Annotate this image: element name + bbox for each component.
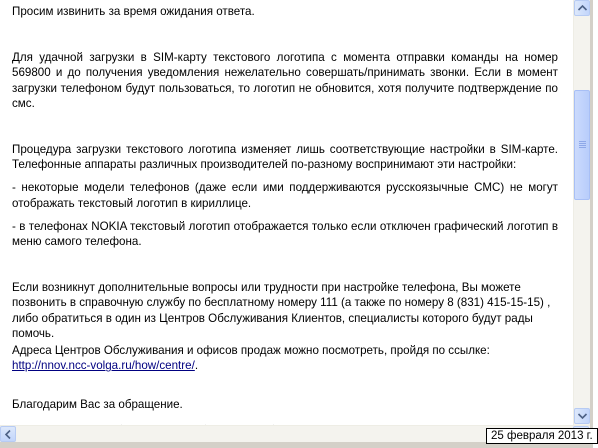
arrow-left-icon (5, 430, 11, 439)
paragraph-logo-loading: Для удачной загрузки в SIM-карту текстового логотипа с момента отправки команды на номер 569800 и до получения уведомления нежелательно совершать/принимать звонки. Если в момент загрузки телефоном будут пользоваться, то логотип не обновится, хотя получите подтверждение по смс. (12, 51, 558, 110)
centres-end: . (194, 359, 199, 373)
centres-text: Адреса Центров Обслуживания и офисов продаж можно посмотреть, пройдя по ссылке: (12, 344, 490, 358)
paragraph-procedure: Процедура загрузки текстового логотипа изменяет лишь соответствующие настройки в SIM-карте. Телефонные аппараты различных производителей по-разному воспринимают эти настройки: (12, 143, 558, 172)
date-stamp: 25 февраля 2013 г. (486, 428, 598, 444)
thumb-grip-line (579, 147, 586, 148)
scroll-thumb[interactable] (574, 90, 590, 200)
thumb-grip-line (579, 141, 586, 142)
arrow-up-icon (578, 5, 587, 11)
scroll-left-button[interactable] (0, 426, 16, 442)
arrow-down-icon (578, 413, 587, 419)
thumb-grip-line (579, 143, 586, 144)
paragraph-phone-models: - некоторые модели телефонов (даже если ими поддерживаются русскоязычные СМС) не могут отображать текстовый логотип в кириллице. (12, 181, 558, 210)
paragraph-centres (12, 343, 558, 373)
thumb-grip-line (579, 145, 586, 146)
paragraph-support-contacts: Если возникнут дополнительные вопросы или трудности при настройке телефона, Вы можете позвонить в справочную службу по бесплатному номеру 111 (а также по номеру 8 (831) 415-15-15) , либо обратиться в один из Центров Обслуживания Клиентов, специалисты которого будут рады помочь. (12, 281, 551, 340)
vertical-scrollbar[interactable] (573, 0, 590, 425)
centres-link[interactable]: http://nnov.ncc-volga.ru/how/centre/ (12, 359, 195, 373)
scroll-up-button[interactable] (574, 0, 590, 16)
paragraph-thanks: Благодарим Вас за обращение. (12, 398, 183, 412)
scroll-down-button[interactable] (574, 408, 590, 424)
paragraph-nokia: - в телефонах NOKIA текстовый логотип отображается только если отключен графический логотип в меню самого телефона. (12, 219, 558, 249)
paragraph-apology: Просим извинить за время ожидания ответа. (12, 5, 255, 18)
message-body (12, 4, 558, 438)
window-frame-right (590, 0, 593, 448)
